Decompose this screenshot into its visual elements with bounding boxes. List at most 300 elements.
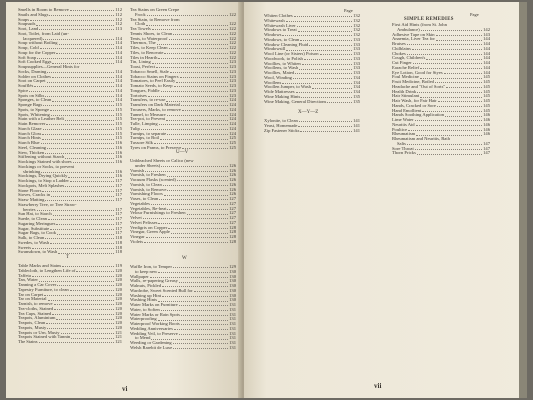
entry-page: 126 (229, 177, 236, 182)
entry-title: Tiles in Hearth (130, 54, 158, 60)
entry-page: 120 (115, 301, 122, 306)
entry-title: Sugar, Substitute (18, 225, 50, 231)
entry-page: 115 (115, 130, 122, 136)
entry-title: Soupsupplies—General Hints for (18, 64, 80, 69)
entry-title: Sugar Bags, to Cook (18, 230, 57, 236)
entry-title: Soup for the Copper (18, 49, 56, 55)
leader-dots (168, 226, 228, 229)
entry-page: 134 (353, 89, 360, 94)
leader-dots (159, 197, 228, 200)
entry-title: Spice (18, 87, 29, 93)
right-column-1-xyz (264, 119, 360, 133)
page-label-2: Page (470, 12, 479, 17)
entry-page: 115 (115, 106, 122, 112)
entry-title: Varnish, to Remove (130, 186, 167, 192)
entry-page: 124 (229, 106, 236, 112)
leader-dots (152, 60, 228, 63)
entry-page: 120 (115, 320, 122, 325)
entry-page: 128 (229, 224, 236, 230)
leader-dots (146, 22, 228, 25)
entry-page: 114 (115, 73, 122, 79)
folio-vii: vii (374, 382, 382, 390)
entry-title: Water Marks on Furniture (130, 302, 178, 307)
leader-dots (293, 76, 352, 79)
entry-page: 131 (229, 330, 236, 336)
leader-dots (57, 231, 114, 234)
leader-dots (301, 95, 352, 98)
entry-page: 145 (483, 79, 490, 84)
entry-page: 127 (229, 205, 236, 211)
entry-page: 128 (229, 234, 236, 239)
entry-page: 141 (353, 122, 360, 128)
entry-title: Tea Towels (130, 26, 151, 31)
leader-dots (294, 14, 352, 17)
entry-page: 127 (229, 200, 236, 206)
entry-title: Waterproofing (130, 316, 157, 322)
entry-page: 114 (115, 40, 122, 46)
entry-page: 112 (115, 11, 122, 17)
leader-dots (65, 155, 114, 158)
entry-page: 115 (115, 116, 122, 122)
entry-page: 117 (115, 178, 122, 183)
entry-page: 145 (483, 107, 490, 113)
leader-dots (41, 141, 115, 144)
entry-title: Velvet (130, 215, 142, 220)
entry-page: 146 (483, 117, 490, 122)
section-letter-uv: U—V (176, 150, 189, 155)
entry-title: Swansdown, to Wash (18, 249, 58, 255)
entry-title: Soft Cooked Eggs (18, 59, 52, 65)
index-entry (130, 240, 236, 245)
entry-page: 124 (229, 130, 236, 136)
entry-title: Hair Wash, for Fair Hair (392, 98, 437, 103)
leader-dots (76, 269, 114, 272)
leader-dots (415, 118, 482, 121)
leader-dots (158, 270, 228, 273)
leader-dots (446, 85, 482, 88)
entry-page: 120 (115, 282, 122, 287)
entry-page: 133 (353, 36, 360, 42)
leader-dots (42, 189, 114, 192)
entry-page: 135 (353, 98, 360, 104)
entry-title: Water, to Soften (130, 306, 160, 312)
entry-page: 131 (229, 344, 236, 350)
leader-dots (298, 124, 352, 127)
entry-title: Transfers, to re-use (130, 97, 166, 103)
entry-page: 126 (229, 162, 236, 168)
entry-page: 125 (229, 140, 236, 145)
leader-dots (159, 122, 228, 125)
leader-dots (164, 51, 228, 54)
entry-title: Tea-pot, to Prevent (130, 116, 166, 122)
entry-title: Tiles, to Keep Clean (130, 45, 168, 50)
entry-page: 133 (353, 55, 360, 61)
entry-page: 122 (229, 11, 236, 17)
leader-dots (295, 71, 352, 74)
leader-dots (59, 41, 115, 44)
leader-dots (304, 57, 352, 60)
entry-title: Tortoises (130, 92, 147, 98)
leader-dots (52, 312, 114, 315)
entry-title: Tennis Shoes, to Clean (130, 30, 173, 36)
entry-title: Rheumatism (392, 131, 416, 137)
leader-dots (413, 61, 482, 64)
entry-title: Salts (397, 140, 406, 146)
leader-dots (56, 316, 114, 319)
entry-page: 117 (115, 187, 122, 193)
entry-title: Tobacco Stains on Fingers (130, 73, 179, 79)
leader-dots (29, 89, 114, 92)
leader-dots (42, 132, 114, 135)
entry-title: Tea Stain, to Remove from (130, 16, 180, 22)
entry-title: Cut Finger (392, 60, 412, 65)
section-letter-w: W (182, 256, 187, 261)
leader-dots (164, 192, 228, 195)
leader-dots (299, 66, 352, 69)
leader-dots (167, 113, 228, 116)
entry-page: 144 (483, 69, 490, 75)
leader-dots (158, 56, 228, 59)
leader-dots (167, 132, 228, 135)
entry-title: Solder on Clothes (18, 73, 51, 79)
entry-page: 132 (353, 22, 360, 28)
entry-page: 130 (229, 273, 236, 279)
leader-dots (174, 327, 228, 330)
entry-page: 124 (229, 102, 236, 107)
entry-title: Starch Gloss (18, 130, 42, 136)
leader-dots (296, 90, 353, 93)
entry-page: 116 (115, 140, 122, 145)
entry-title: Sweets (18, 244, 32, 250)
entry-title: Socks, Darning (18, 68, 47, 74)
entry-title: Varnish (130, 167, 145, 173)
entry-page: 114 (115, 45, 122, 50)
entry-page: 120 (115, 305, 122, 311)
leader-dots (176, 79, 228, 82)
right-column-2 (392, 23, 490, 156)
entry-page: 128 (229, 229, 236, 235)
entry-page: 134 (353, 79, 360, 85)
leader-dots (30, 18, 114, 21)
leader-dots (50, 227, 114, 230)
leader-dots (444, 71, 482, 74)
entry-title: Teapots Stained with Tannin (18, 334, 71, 340)
entry-page: 115 (115, 135, 122, 141)
entry-page: 147 (483, 140, 490, 146)
leader-dots (181, 322, 228, 325)
entry-title: Teapots or Urn, Musty (18, 329, 60, 335)
entry-title: Tablecloth, to Lengthen Life of (18, 267, 76, 273)
entry-page: 132 (353, 17, 360, 23)
entry-page: 144 (483, 50, 490, 56)
leader-dots (426, 56, 482, 59)
leader-dots (417, 151, 482, 154)
entry-page: 117 (115, 225, 122, 231)
entry-page: 117 (115, 182, 122, 188)
entry-page: 115 (115, 121, 122, 126)
entry-page: 114 (115, 59, 122, 65)
entry-title: Smells in Room to Remove (18, 7, 69, 12)
entry-page: 117 (115, 211, 122, 217)
entry-title: Soot, Toilet, from Laid (un- (18, 30, 69, 36)
leader-dots (179, 332, 228, 335)
entry-page: 133 (353, 60, 360, 66)
leader-dots (42, 136, 114, 139)
entry-title: Woollens, to Wash (264, 65, 299, 71)
leader-dots (300, 38, 352, 41)
entry-page: 117 (115, 197, 122, 202)
entry-page: 112 (115, 16, 122, 22)
entry-page: 118 (115, 239, 122, 245)
entry-title: Tea-cloths, Stained (18, 305, 54, 311)
entry-page: 122 (229, 26, 236, 31)
entry-title: Headache and "Out of Sorts" (392, 83, 446, 89)
entry-page: 144 (483, 60, 490, 65)
entry-page: 120 (115, 267, 122, 273)
leader-dots (162, 284, 228, 287)
entry-page: 124 (229, 125, 236, 131)
leader-dots (50, 241, 114, 244)
entry-title: Health Drink (392, 88, 417, 94)
entry-title: Stiffening without Starch (18, 154, 65, 160)
entry-page: 146 (483, 131, 490, 137)
left-column-2-w (130, 265, 236, 351)
leader-dots (160, 136, 228, 139)
leader-dots (181, 313, 228, 316)
left-column-1 (18, 8, 122, 255)
entry-page: 131 (229, 335, 236, 341)
entry-page: 116 (115, 168, 122, 174)
leader-dots (320, 52, 353, 55)
book-spread (6, 2, 527, 398)
leader-dots (58, 250, 114, 253)
entry-title: Sore Throat (392, 145, 414, 151)
entry-title: Woodwork, to Polish (264, 55, 303, 61)
entry-page: 128 (229, 238, 236, 244)
entry-page: 118 (115, 244, 122, 250)
entry-title: Hands, Cracked or Sore (392, 102, 436, 108)
entry-title: Violets (130, 238, 143, 244)
index-entry (18, 250, 122, 255)
entry-page: 117 (115, 230, 122, 236)
entry-page: 131 (229, 306, 236, 312)
left-column-1-t (18, 264, 122, 345)
entry-page: 144 (483, 45, 490, 51)
entry-title: Sulk, to Clean (18, 235, 45, 240)
leader-dots (299, 119, 352, 122)
leader-dots (179, 303, 228, 306)
entry-page: 123 (229, 87, 236, 93)
entry-page: 145 (483, 83, 490, 89)
index-entry (264, 100, 360, 105)
entry-title: Vegetables, Re-heat (130, 205, 167, 211)
entry-page: 112 (115, 21, 122, 27)
entry-page: 141 (353, 127, 360, 133)
leader-dots (73, 160, 115, 163)
leader-dots (52, 98, 114, 101)
leader-dots (45, 236, 114, 239)
entry-title: Windows to Treat (264, 27, 297, 33)
entry-title: Sugaring Meringues (18, 220, 56, 226)
page-edge (519, 2, 527, 398)
entry-title: Soaps (18, 16, 29, 22)
entry-title: Tunnel, to Measure (130, 111, 166, 117)
leader-dots (39, 27, 114, 30)
entry-title: Teapots, Musty (18, 324, 47, 330)
entry-page: 120 (115, 272, 122, 278)
leader-dots (48, 297, 115, 300)
section-letter-xyz: X—Y—Z (298, 110, 319, 115)
entry-title: Starch Hints (18, 135, 41, 141)
entry-page: 120 (115, 310, 122, 316)
entry-page: 125 (229, 144, 236, 150)
entry-title: Tea Cups, Stained (18, 310, 52, 316)
page-label-1: Page (344, 8, 353, 13)
leader-dots (416, 123, 483, 126)
entry-page: 116 (115, 159, 122, 164)
entry-title: Hair Stimulant (392, 93, 420, 99)
entry-title: Stew, Thicken (18, 149, 45, 155)
entry-title: Washing up Hint (130, 292, 162, 298)
entry-title: Spots, to Sponge (18, 106, 50, 112)
entry-page: 114 (115, 49, 122, 55)
entry-title: to Mend (135, 335, 151, 341)
entry-title: Sponge Bags (18, 102, 43, 107)
entry-title: Foul Medicine (392, 74, 419, 80)
leader-dots (57, 283, 114, 286)
entry-title: Stockings, Drying Quickly (18, 173, 68, 179)
entry-page: 114 (115, 68, 122, 74)
entry-title: Taffeta (18, 272, 31, 278)
entry-page: 118 (115, 249, 122, 255)
entry-title: Sun Hat, to Starch (18, 211, 52, 217)
entry-title: Stockings Stained with shoes (18, 159, 72, 164)
entry-page: 126 (229, 191, 236, 197)
entry-title: Bruises (392, 41, 406, 46)
entry-title: Toast, Perfect (130, 64, 156, 69)
leader-dots (179, 279, 228, 282)
leader-dots (39, 340, 115, 343)
entry-title: First Aid Hints (from St. John (392, 22, 447, 27)
leader-dots (436, 37, 482, 40)
right-column-1 (264, 14, 360, 104)
entry-title: Tiles, to Renovate (130, 49, 164, 55)
entry-title: Spots, Whitening (18, 111, 50, 117)
leader-dots (182, 108, 228, 111)
leader-dots (48, 217, 114, 220)
entry-page: 122 (229, 21, 236, 27)
entry-title: Earache Relief (392, 64, 420, 70)
leader-dots (309, 43, 352, 46)
right-page (244, 2, 527, 398)
entry-title: Waffle Iron, to Temper (130, 264, 172, 269)
entry-page: 145 (483, 93, 490, 99)
entry-title: Varnish, to Freshen (130, 172, 166, 178)
entry-title: Wool Line (or Sisters) Poison (264, 51, 319, 56)
leader-dots (46, 321, 114, 324)
entry-title: Adhesive Tape on Skin (392, 31, 435, 37)
entry-page: 122 (229, 45, 236, 50)
entry-page: 126 (229, 172, 236, 178)
entry-title: Tomato Seeds, to Keep (130, 83, 173, 88)
leader-dots (173, 346, 228, 349)
entry-title: Turnips, to separate (130, 130, 167, 136)
entry-title: Wine Making, General Directions (264, 98, 327, 104)
leader-dots (302, 62, 352, 65)
entry-title: Unbleached Sheets or Calico (new (130, 158, 194, 163)
leader-dots (65, 184, 114, 187)
entry-page: 133 (353, 65, 360, 71)
entry-title: Chilblains (392, 45, 411, 51)
entry-page: 114 (115, 35, 122, 41)
entry-title: Fruit Medicine, Boiled (392, 79, 434, 84)
entry-page: 116 (115, 154, 122, 160)
entry-page: 114 (115, 54, 122, 60)
leader-dots (152, 27, 228, 30)
leader-dots (421, 28, 482, 31)
entry-page: 120 (115, 324, 122, 330)
entry-title: Vinegar (130, 234, 145, 239)
entry-title: Windows, to Clean (264, 36, 300, 42)
entry-page: 142 (483, 26, 490, 32)
leader-dots (151, 202, 228, 205)
entry-page: 117 (115, 192, 122, 198)
entry-page: 116 (115, 173, 122, 179)
entry-page: 134 (353, 84, 360, 90)
entry-page: 122 (229, 49, 236, 55)
left-column-2 (130, 8, 236, 151)
entry-page: 127 (229, 215, 236, 220)
entry-page: 123 (229, 64, 236, 69)
entry-page: 131 (229, 311, 236, 317)
leader-dots (147, 13, 228, 16)
leader-dots (181, 103, 228, 106)
leader-dots (282, 33, 352, 36)
entry-title: Cough, Children's (392, 55, 426, 61)
entry-page: 146 (483, 121, 490, 127)
leader-dots (161, 164, 228, 167)
entry-title: Stain with a Leather Belt (18, 116, 64, 122)
entry-page: 124 (229, 116, 236, 122)
entry-title: Tanning a Car Cover (18, 282, 57, 287)
entry-page: 114 (115, 87, 122, 93)
leader-dots (47, 79, 115, 82)
leader-dots (445, 113, 482, 116)
entry-title: Ambulance) (397, 26, 420, 32)
leader-dots (34, 84, 114, 87)
entry-page: 143 (483, 31, 490, 37)
entry-page: 147 (483, 150, 490, 156)
leader-dots (65, 117, 114, 120)
entry-page: 120 (115, 286, 122, 292)
leader-dots (36, 22, 114, 25)
entry-page: 146 (483, 112, 490, 118)
entry-title: The Stains (18, 339, 38, 344)
leader-dots (158, 221, 228, 224)
leader-dots (47, 146, 114, 149)
entry-page: 132 (353, 27, 360, 33)
leader-dots (162, 294, 228, 297)
index-entry (130, 346, 236, 351)
entry-page: 120 (115, 277, 122, 283)
entry-title: Lime Water (392, 117, 414, 122)
leader-dots (166, 117, 228, 120)
entry-page: 129 (229, 264, 236, 269)
entry-title: Soft Soap (18, 54, 36, 60)
entry-title: Vinegar, Green Apple (130, 229, 170, 235)
entry-page: 125 (229, 135, 236, 141)
entry-title: Suede, to Clean (18, 216, 47, 221)
